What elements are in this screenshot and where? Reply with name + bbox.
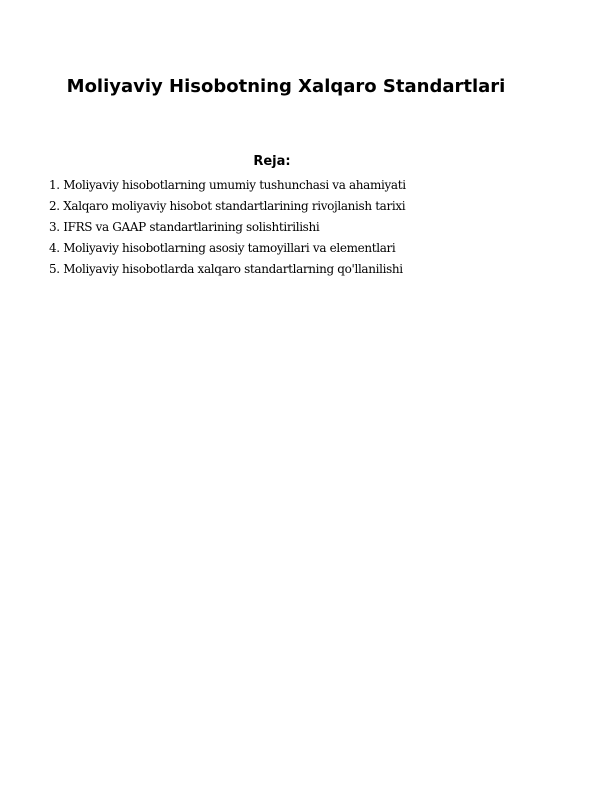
plan-item-1: 1. Moliyaviy hisobotlarning umumiy tushunchasi va ahamiyati — [49, 178, 406, 192]
plan-heading: Reja: — [253, 154, 291, 169]
plan-list — [49, 175, 406, 280]
plan-item-2: 2. Xalqaro moliyaviy hisobot standartlarining rivojlanish tarixi — [49, 199, 406, 213]
plan-item-5: 5. Moliyaviy hisobotlarda xalqaro standartlarning qo'llanilishi — [49, 262, 403, 276]
plan-item-4: 4. Moliyaviy hisobotlarning asosiy tamoyillari va elementlari — [49, 241, 396, 255]
document-title: Moliyaviy Hisobotning Xalqaro Standartlari — [66, 76, 506, 97]
plan-item-3: 3. IFRS va GAAP standartlarining solishtirilishi — [49, 220, 320, 234]
